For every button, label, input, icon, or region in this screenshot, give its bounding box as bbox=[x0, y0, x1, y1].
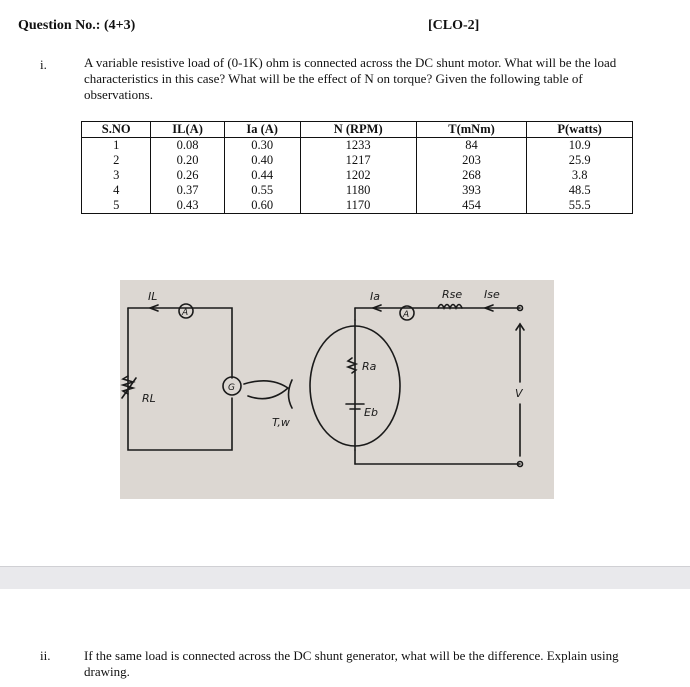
table-row bbox=[82, 153, 633, 168]
label-a-right: A bbox=[403, 310, 410, 320]
label-a-left: A bbox=[182, 308, 189, 318]
cell: 84 bbox=[416, 138, 527, 154]
cell: 3 bbox=[82, 168, 151, 183]
cell: 0.55 bbox=[224, 183, 300, 198]
cell: 0.37 bbox=[151, 183, 224, 198]
cell: 55.5 bbox=[527, 198, 633, 214]
label-eb: Eb bbox=[364, 406, 378, 419]
cell: 0.40 bbox=[224, 153, 300, 168]
page-break-divider bbox=[0, 566, 690, 589]
cell: 5 bbox=[82, 198, 151, 214]
label-rse: Rse bbox=[442, 288, 463, 301]
cell: 0.44 bbox=[224, 168, 300, 183]
cell: 3.8 bbox=[527, 168, 633, 183]
label-ra: Ra bbox=[362, 360, 377, 373]
cell: 1180 bbox=[300, 183, 416, 198]
item-number-i: i. bbox=[40, 57, 47, 72]
cell: 454 bbox=[416, 198, 527, 214]
col-sno: S.NO bbox=[82, 122, 151, 138]
question-text-i: A variable resistive load of (0-1K) ohm is connected across the DC shunt motor. What will be the load characteristics in this case? What will be the effect of N on torque? Given the following table of observations. bbox=[84, 55, 617, 102]
table-row bbox=[82, 168, 633, 183]
table-row bbox=[82, 183, 633, 198]
col-n: N (RPM) bbox=[300, 122, 416, 138]
label-rl: RL bbox=[142, 392, 156, 405]
observation-table bbox=[81, 121, 633, 214]
cell: 2 bbox=[82, 153, 151, 168]
col-t: T(mNm) bbox=[416, 122, 527, 138]
cell: 1217 bbox=[300, 153, 416, 168]
col-il: IL(A) bbox=[151, 122, 224, 138]
label-torque-omega: T,w bbox=[272, 416, 290, 429]
clo-label: [CLO-2] bbox=[428, 18, 480, 33]
cell: 48.5 bbox=[527, 183, 633, 198]
label-g: G bbox=[228, 383, 235, 393]
cell: 268 bbox=[416, 168, 527, 183]
cell: 1202 bbox=[300, 168, 416, 183]
cell: 0.26 bbox=[151, 168, 224, 183]
col-ia: Ia (A) bbox=[224, 122, 300, 138]
cell: 0.30 bbox=[224, 138, 300, 154]
cell: 25.9 bbox=[527, 153, 633, 168]
label-ia: Ia bbox=[370, 290, 380, 303]
cell: 0.08 bbox=[151, 138, 224, 154]
col-p: P(watts) bbox=[527, 122, 633, 138]
question-number: Question No.: (4+3) bbox=[18, 18, 136, 33]
circuit-diagram-photo bbox=[120, 280, 554, 499]
cell: 4 bbox=[82, 183, 151, 198]
question-text-ii: If the same load is connected across the DC shunt generator, what will be the difference. Explain using drawing. bbox=[84, 648, 619, 679]
cell: 0.43 bbox=[151, 198, 224, 214]
cell: 1 bbox=[82, 138, 151, 154]
cell: 203 bbox=[416, 153, 527, 168]
label-il: IL bbox=[148, 290, 158, 303]
cell: 1170 bbox=[300, 198, 416, 214]
item-number-ii: ii. bbox=[40, 648, 51, 663]
table-row bbox=[82, 138, 633, 154]
cell: 0.60 bbox=[224, 198, 300, 214]
table-row bbox=[82, 198, 633, 214]
cell: 10.9 bbox=[527, 138, 633, 154]
cell: 0.20 bbox=[151, 153, 224, 168]
table-header-row bbox=[82, 122, 633, 138]
cell: 1233 bbox=[300, 138, 416, 154]
cell: 393 bbox=[416, 183, 527, 198]
label-ise: Ise bbox=[484, 288, 500, 301]
label-v: V bbox=[515, 387, 523, 400]
